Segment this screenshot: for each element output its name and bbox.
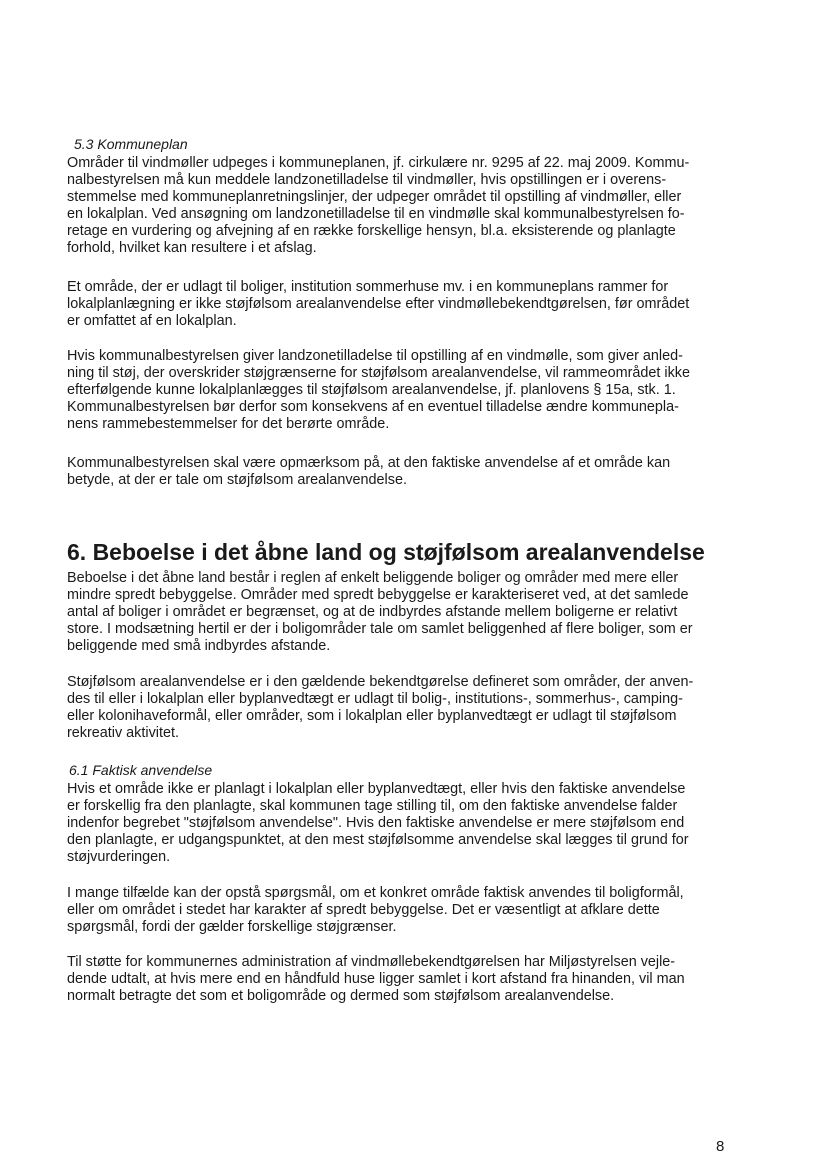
text-line: er forskellig fra den planlagte, skal kommunen tage stilling til, om den faktiske anvendelse falder [67, 798, 678, 814]
paragraph-6-1-1 [67, 781, 737, 866]
text-line: store. I modsætning hertil er der i boligområder tale om samlet beliggenhed af flere boliger, som er [67, 621, 693, 637]
text-line: den planlagte, er udgangspunktet, at den mest støjfølsomme anvendelse skal lægges til grund for [67, 832, 689, 848]
text-line: ning til støj, der overskrider støjgrænserne for støjfølsom arealanvendelse, vil rammeområdet ikke [67, 365, 691, 381]
text-line: Hvis kommunalbestyrelsen giver landzonetilladelse til opstilling af en vindmølle, som giver anled- [67, 348, 683, 364]
text-line: dende udtalt, at hvis mere end en håndfuld huse ligger samlet i kort afstand fra hinanden, vil man [67, 971, 685, 987]
text-line: eller kolonihaveformål, eller områder, som i lokalplan eller byplanvedtægt er udlagt til støjfølsom [67, 708, 677, 724]
text-line: Områder til vindmøller udpeges i kommuneplanen, jf. cirkulære nr. 9295 af 22. maj 2009. Kommu- [67, 155, 690, 171]
text-line: spørgsmål, fordi der gælder forskellige støjgrænser. [67, 919, 397, 935]
text-line: nalbestyrelsen må kun meddele landzonetilladelse til vindmøller, hvis opstillingen er i overens- [67, 172, 667, 188]
text-line: en lokalplan. Ved ansøgning om landzonetilladelse til en vindmølle skal kommunalbestyrelsen fo- [67, 206, 685, 222]
text-line: betyde, at der er tale om støjfølsom arealanvendelse. [67, 472, 407, 488]
text-line: retage en vurdering og afvejning af en række forskellige hensyn, bl.a. eksisterende og planlagte [67, 223, 676, 239]
text-line: lokalplanlægning er ikke støjfølsom arealanvendelse efter vindmøllebekendtgørelsen, før området [67, 296, 690, 312]
text-line: beliggende med små indbyrdes afstande. [67, 638, 331, 654]
text-line: normalt betragte det som et boligområde og dermed som støjfølsom arealanvendelse. [67, 988, 615, 1004]
text-line: efterfølgende kunne lokalplanlægges til støjfølsom arealanvendelse, jf. planlovens § 15a, stk. 1. [67, 382, 676, 398]
text-line: eller om området i stedet har karakter af spredt bebyggelse. Det er væsentligt at afklare dette [67, 902, 660, 918]
text-line: mindre spredt bebyggelse. Områder med spredt bebyggelse er karakteriseret ved, at det samlede [67, 587, 689, 603]
text-line: forhold, hvilket kan resultere i et afslag. [67, 240, 317, 256]
text-line: indenfor begrebet "støjfølsom anvendelse". Hvis den faktiske anvendelse er mere støjfølsom end [67, 815, 685, 831]
text-line: I mange tilfælde kan der opstå spørgsmål, om et konkret område faktisk anvendes til boligformål, [67, 885, 684, 901]
text-line: des til eller i lokalplan eller byplanvedtægt er udlagt til bolig-, institutions-, sommerhus-, camping- [67, 691, 683, 707]
paragraph-6-1 [67, 570, 737, 655]
text-line: antal af boliger i området er begrænset, og at de indbyrdes afstande mellem boligerne er relativt [67, 604, 678, 620]
text-line: Kommunalbestyrelsen skal være opmærksom på, at den faktiske anvendelse af et område kan [67, 455, 671, 471]
paragraph-5-3-4 [67, 455, 737, 489]
paragraph-6-2 [67, 674, 737, 742]
text-line: Et område, der er udlagt til boliger, institution sommerhuse mv. i en kommuneplans rammer for [67, 279, 669, 295]
section-heading-5-3: 5.3 Kommuneplan [74, 136, 188, 152]
paragraph-6-1-2 [67, 885, 737, 936]
section-heading-6: 6. Beboelse i det åbne land og støjfølsom arealanvendelse [67, 539, 705, 565]
text-line: Kommunalbestyrelsen bør derfor som konsekvens af en eventuel tilladelse ændre kommunepla- [67, 399, 679, 415]
text-line: støjvurderingen. [67, 849, 171, 865]
section-heading-6-1: 6.1 Faktisk anvendelse [69, 762, 213, 778]
text-line: Beboelse i det åbne land består i reglen af enkelt beliggende boliger og områder med mere eller [67, 570, 679, 586]
paragraph-5-3-3 [67, 348, 737, 433]
paragraph-5-3-1 [67, 155, 737, 257]
paragraph-5-3-2 [67, 279, 737, 330]
text-line: Støjfølsom arealanvendelse er i den gældende bekendtgørelse defineret som områder, der anven- [67, 674, 694, 690]
text-line: rekreativ aktivitet. [67, 725, 179, 741]
paragraph-6-1-3 [67, 954, 737, 1005]
text-line: Hvis et område ikke er planlagt i lokalplan eller byplanvedtægt, eller hvis den faktiske anvendelse [67, 781, 686, 797]
text-line: Til støtte for kommunernes administration af vindmøllebekendtgørelsen har Miljøstyrelsen vejle- [67, 954, 676, 970]
text-line: er omfattet af en lokalplan. [67, 313, 237, 329]
text-line: stemmelse med kommuneplanretningslinjer, der udpeger området til opstilling af vindmøller, eller [67, 189, 682, 205]
text-line: nens rammebestemmelser for det berørte område. [67, 416, 390, 432]
page-number: 8 [716, 1138, 725, 1155]
